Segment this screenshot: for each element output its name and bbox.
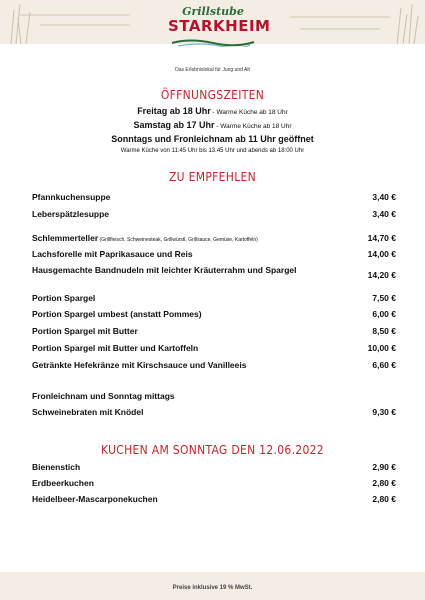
hours-saturday-note: - Warme Küche ab 18 Uhr — [214, 123, 292, 130]
menu-item-name: Portion Spargel umbest (anstatt Pommes) — [32, 309, 202, 319]
menu-item-price: 2,80 € — [372, 494, 396, 504]
menu-item-price: 10,00 € — [367, 343, 396, 353]
menu-item-price: 7,50 € — [372, 293, 396, 303]
menu-item-name: Heidelbeer-Mascarponekuchen — [32, 494, 158, 504]
menu-item-price: 2,90 € — [372, 462, 396, 472]
menu-item-name: Leberspätzlesuppe — [32, 209, 109, 219]
hours-friday — [0, 105, 425, 119]
logo-tagline: Das Erlebnislokal für Jung und Alt — [175, 67, 250, 73]
menu-item — [32, 309, 396, 320]
menu-item-price: 14,70 € — [367, 233, 396, 243]
menu-item — [32, 478, 396, 489]
grass-decoration-left — [6, 0, 36, 44]
hours-kitchen: Warme Küche von 11:45 Uhr bis 13.45 Uhr und abends ab 18:00 Uhr — [120, 148, 305, 154]
menu-item-price: 8,50 € — [372, 326, 396, 336]
menu-item-price: 14,20 € — [367, 270, 396, 280]
cakes-title: KUCHEN AM SONNTAG DEN 12.06.2022 — [101, 443, 324, 457]
menu-item-detail: (Grillfleisch, Schweinesteak, Grillwürstl, Grillsauce, Gemüse, Kartoffeln) — [98, 237, 258, 243]
logo — [168, 5, 271, 60]
menu-item — [32, 209, 396, 220]
menu-item-name: Pfannkuchensuppe — [32, 192, 111, 202]
logo-script-text: Grillstube — [182, 5, 244, 18]
special-heading — [32, 391, 396, 402]
menu-item-name: Portion Spargel mit Butter und Kartoffeln — [32, 343, 199, 353]
menu-item-price: 3,40 € — [372, 192, 396, 202]
menu-item — [32, 265, 396, 280]
hours-friday-label: Freitag ab 18 Uhr — [137, 106, 211, 116]
menu-item — [32, 293, 396, 304]
menu-item-name — [32, 233, 332, 246]
hours-saturday — [0, 119, 425, 133]
menu-item — [32, 494, 396, 505]
recommend-title: ZU EMPFEHLEN — [168, 170, 257, 184]
menu-item — [32, 233, 396, 246]
menu-item-name: Bienenstich — [32, 462, 81, 472]
menu-item-price: 6,00 € — [372, 309, 396, 319]
logo-name-text: STARKHEIM — [168, 17, 271, 35]
hours-friday-note: - Warme Küche ab 18 Uhr — [210, 109, 288, 116]
menu-item-price: 3,40 € — [372, 209, 396, 219]
menu-item — [32, 249, 396, 260]
menu-item-title: Schlemmerteller — [32, 233, 99, 243]
menu-item-name: Getränkte Hefekränze mit Kirschsauce und Vanilleeis — [32, 360, 247, 370]
menu-item — [32, 462, 396, 473]
menu-item-name: Lachsforelle mit Paprikasauce und Reis — [32, 249, 193, 259]
menu-item — [32, 192, 396, 203]
menu-item-name: Hausgemachte Bandnudeln mit leichter Kräuterrahm und Spargel — [32, 265, 297, 275]
special-heading-text: Fronleichnam und Sonntag mittags — [32, 391, 175, 401]
hours-saturday-label: Samstag ab 17 Uhr — [133, 120, 215, 130]
menu-item-name: Portion Spargel — [32, 293, 96, 303]
menu-item-price: 14,00 € — [367, 249, 396, 259]
menu-item-price: 2,80 € — [372, 478, 396, 488]
menu-item — [32, 360, 396, 371]
menu-item-name: Portion Spargel mit Butter — [32, 326, 138, 336]
logo-wave-icon — [170, 38, 256, 47]
menu-item — [32, 326, 396, 337]
menu-item — [32, 407, 396, 418]
menu-item-price: 9,30 € — [372, 407, 396, 417]
opening-hours — [0, 105, 425, 157]
menu-item-name: Schweinebraten mit Knödel — [32, 407, 144, 417]
hours-sunday: Sonntags und Fronleichnam ab 11 Uhr geöffnet — [111, 134, 314, 144]
menu-item — [32, 343, 396, 354]
grass-decoration-right — [392, 0, 422, 44]
footer-vat-note: Preise inklusive 19 % MwSt. — [172, 585, 253, 591]
opening-hours-title: ÖFFNUNGSZEITEN — [160, 88, 265, 102]
menu-item-price: 6,60 € — [372, 360, 396, 370]
menu-item-name: Erdbeerkuchen — [32, 478, 94, 488]
